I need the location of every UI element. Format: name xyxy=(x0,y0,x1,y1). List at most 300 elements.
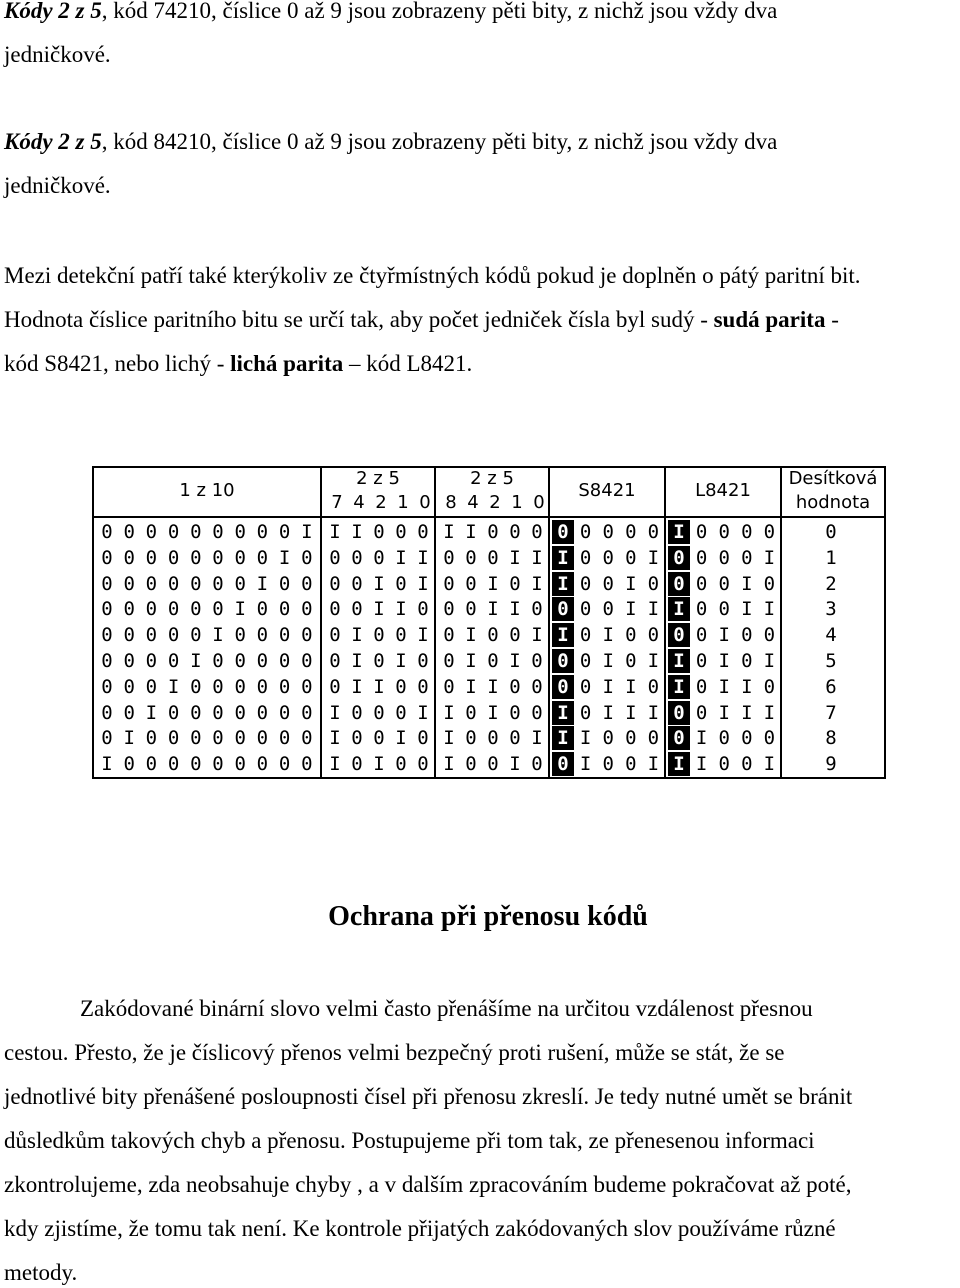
bit-cell: 0 xyxy=(167,546,180,569)
parity-bit-cell: I xyxy=(552,726,574,750)
bit-cell: 0 xyxy=(373,650,385,672)
bit-cell: 0 xyxy=(695,701,708,724)
bit-cell: 0 xyxy=(301,546,313,569)
bit-cell: I xyxy=(647,753,660,776)
bit-cell: 0 xyxy=(145,727,158,750)
header-decimal-line1: Desítková xyxy=(788,468,878,489)
bit-cell: 0 xyxy=(278,624,291,647)
bit-cell: 0 xyxy=(373,701,385,724)
parity-bit-cell: I xyxy=(552,701,574,725)
para4-line2: cestou. Přesto, že je číslicový přenos velmi bezpečný proti rušení, může se stát, že se xyxy=(4,1040,785,1065)
bit-cell: I xyxy=(763,598,776,621)
bit-cell: I xyxy=(531,572,543,595)
bit-cell: 0 xyxy=(625,521,637,543)
bit-cell: 0 xyxy=(718,546,730,569)
parity-bit-cell: I xyxy=(552,546,574,570)
bit-cell: 0 xyxy=(101,727,113,750)
decimal-value-cell: 1 xyxy=(825,546,837,569)
para4-line6: kdy zjistíme, že tomu tak není. Ke kontrole přijatých zakódovaných slov používáme různé xyxy=(4,1216,836,1241)
bit-cell: 0 xyxy=(602,572,614,595)
bit-cell: I xyxy=(351,650,363,672)
bit-cell: I xyxy=(329,521,341,543)
bit-cell: I xyxy=(351,675,363,698)
bit-cell: I xyxy=(167,675,180,698)
bit-cell: 0 xyxy=(167,650,180,672)
bit-cell: 0 xyxy=(278,521,291,543)
bit-cell: 0 xyxy=(256,675,269,698)
bit-cell: 0 xyxy=(167,701,180,724)
bit-cell: 0 xyxy=(329,675,341,698)
bit-cell: 0 xyxy=(329,546,341,569)
bit-cell: 0 xyxy=(234,521,246,543)
bit-cell: I xyxy=(443,521,455,543)
bit-cell: 0 xyxy=(278,753,291,776)
parity-bit-cell: I xyxy=(552,572,574,596)
bit-cell: 0 xyxy=(579,521,592,543)
bit-cell: I xyxy=(395,727,407,750)
bit-cell: 0 xyxy=(373,727,385,750)
bit-cell: 0 xyxy=(234,624,246,647)
bit-cell: I xyxy=(487,598,499,621)
bit-cell: I xyxy=(123,727,135,750)
bit-cell: I xyxy=(373,753,385,776)
bit-cell: 0 xyxy=(101,650,113,672)
bit-cell: I xyxy=(373,675,385,698)
bit-cell: 0 xyxy=(212,598,224,621)
header-l8421: L8421 xyxy=(695,480,751,501)
bit-cell: 0 xyxy=(509,727,521,750)
bit-cell: I xyxy=(625,598,637,621)
bit-cell: 0 xyxy=(234,701,246,724)
bit-cell: 0 xyxy=(101,598,113,621)
bit-cell: 0 xyxy=(602,727,614,750)
bit-cell: 0 xyxy=(329,572,341,595)
bit-cell: I xyxy=(234,598,246,621)
bit-cell: I xyxy=(763,753,776,776)
bit-cell: 0 xyxy=(531,753,543,776)
para3-line1: Mezi detekční patří také kterýkoliv ze čtyřmístných kódů pokud je doplněn o pátý paritní bit. xyxy=(4,263,861,288)
bit-cell: 0 xyxy=(695,675,708,698)
code-table-figure xyxy=(92,466,886,779)
para1-lead: Kódy 2 z 5 xyxy=(4,0,102,23)
bit-cell: I xyxy=(718,650,730,672)
bit-cell: I xyxy=(509,546,521,569)
bit-cell: 0 xyxy=(741,753,753,776)
bit-cell: 0 xyxy=(167,521,180,543)
bit-cell: 0 xyxy=(351,727,363,750)
bit-cell: 0 xyxy=(695,598,708,621)
bit-cell: 0 xyxy=(487,546,499,569)
bit-cell: 0 xyxy=(123,701,135,724)
bit-cell: I xyxy=(443,701,455,724)
bit-cell: I xyxy=(763,701,776,724)
bit-cell: 0 xyxy=(579,598,592,621)
bit-cell: 0 xyxy=(145,753,158,776)
bit-cell: 0 xyxy=(718,521,730,543)
bit-cell: 0 xyxy=(465,753,477,776)
bit-cell: 0 xyxy=(531,675,543,698)
para1-line2: jedničkové. xyxy=(4,42,111,67)
bit-cell: 0 xyxy=(741,727,753,750)
bit-cell: 0 xyxy=(395,624,407,647)
bit-cell: 0 xyxy=(373,546,385,569)
bit-cell: 0 xyxy=(123,546,135,569)
bit-cell: 0 xyxy=(417,753,429,776)
bit-cell: I xyxy=(329,753,341,776)
bit-cell: 0 xyxy=(509,521,521,543)
parity-bit-cell: 0 xyxy=(668,623,690,647)
bit-cell: 0 xyxy=(579,675,592,698)
bit-cell: 0 xyxy=(579,701,592,724)
para3-line3 xyxy=(4,351,472,377)
bit-cell: 0 xyxy=(395,521,407,543)
para3-line2 xyxy=(4,307,839,333)
bit-cell: 0 xyxy=(351,753,363,776)
bit-cell: 0 xyxy=(465,727,477,750)
bit-cell: 0 xyxy=(763,675,776,698)
bit-cell: 0 xyxy=(718,572,730,595)
bit-cell: I xyxy=(373,572,385,595)
bit-cell: 0 xyxy=(625,546,637,569)
bit-cell: 0 xyxy=(602,546,614,569)
bit-cell: I xyxy=(443,753,455,776)
bit-cell: I xyxy=(278,546,291,569)
bit-cell: I xyxy=(101,753,113,776)
bit-cell: 0 xyxy=(167,624,180,647)
bit-cell: I xyxy=(531,546,543,569)
bit-cell: 0 xyxy=(301,753,313,776)
bit-cell: I xyxy=(373,598,385,621)
bit-cell: 0 xyxy=(190,701,202,724)
bit-cell: 0 xyxy=(695,650,708,672)
parity-bit-cell: I xyxy=(668,675,690,699)
weight-digit: 1 xyxy=(397,492,409,513)
bit-cell: 0 xyxy=(212,701,224,724)
bit-cell: 0 xyxy=(212,727,224,750)
bit-cell: I xyxy=(487,572,499,595)
bit-cell: 0 xyxy=(741,521,753,543)
para2-lead: Kódy 2 z 5 xyxy=(4,129,102,154)
bit-cell: 0 xyxy=(123,624,135,647)
bit-cell: I xyxy=(329,727,341,750)
bit-cell: 0 xyxy=(278,701,291,724)
bit-cell: 0 xyxy=(763,727,776,750)
bit-cell: 0 xyxy=(278,572,291,595)
weight-digit: 8 xyxy=(445,492,457,513)
bit-cell: 0 xyxy=(190,727,202,750)
bit-cell: 0 xyxy=(190,753,202,776)
parity-bit-cell: 0 xyxy=(668,572,690,596)
bit-cell: I xyxy=(763,546,776,569)
bit-cell: 0 xyxy=(531,598,543,621)
bit-cell: I xyxy=(256,572,269,595)
bit-cell: 0 xyxy=(695,624,708,647)
bit-cell: 0 xyxy=(167,598,180,621)
bit-cell: 0 xyxy=(301,701,313,724)
bit-cell: 0 xyxy=(190,598,202,621)
bit-cell: I xyxy=(579,727,592,750)
bit-cell: 0 xyxy=(373,624,385,647)
bit-cell: I xyxy=(465,650,477,672)
bit-cell: 0 xyxy=(278,675,291,698)
weight-digit: 2 xyxy=(489,492,501,513)
parity-bit-cell: 0 xyxy=(552,649,574,673)
bit-cell: 0 xyxy=(190,546,202,569)
bit-cell: 0 xyxy=(123,572,135,595)
bit-cell: 0 xyxy=(417,521,429,543)
bit-cell: 0 xyxy=(212,753,224,776)
bit-cell: I xyxy=(647,546,660,569)
bit-cell: I xyxy=(509,598,521,621)
bit-cell: 0 xyxy=(647,624,660,647)
bit-cell: 0 xyxy=(167,572,180,595)
decimal-value-cell: 9 xyxy=(825,753,837,776)
header-2of5-84210-title: 2 z 5 xyxy=(470,468,514,489)
bit-cell: 0 xyxy=(509,572,521,595)
bit-cell: 0 xyxy=(234,675,246,698)
bit-cell: 0 xyxy=(212,650,224,672)
bit-cell: 0 xyxy=(395,753,407,776)
bit-cell: 0 xyxy=(763,572,776,595)
bit-cell: 0 xyxy=(509,701,521,724)
bit-cell: I xyxy=(395,598,407,621)
bit-cell: I xyxy=(579,753,592,776)
bit-cell: 0 xyxy=(395,675,407,698)
bit-cell: I xyxy=(602,624,614,647)
bit-cell: 0 xyxy=(212,572,224,595)
bit-cell: 0 xyxy=(718,598,730,621)
bit-cell: I xyxy=(531,727,543,750)
parity-bit-cell: 0 xyxy=(552,752,574,776)
bit-cell: 0 xyxy=(256,546,269,569)
bit-cell: 0 xyxy=(167,753,180,776)
bit-cell: 0 xyxy=(190,624,202,647)
bit-cell: 0 xyxy=(145,521,158,543)
para1-rest: , kód 74210, číslice 0 až 9 jsou zobrazeny pěti bity, z nichž jsou vždy dva xyxy=(101,0,778,23)
bit-cell: I xyxy=(625,701,637,724)
header-2of5-74210-title: 2 z 5 xyxy=(356,468,400,489)
bit-cell: 0 xyxy=(647,521,660,543)
bit-cell: I xyxy=(531,624,543,647)
section-heading: Ochrana při přenosu kódů xyxy=(328,901,648,932)
bit-cell: 0 xyxy=(256,624,269,647)
bit-cell: 0 xyxy=(301,650,313,672)
bit-cell: 0 xyxy=(234,753,246,776)
weight-digit: 4 xyxy=(467,492,479,513)
bit-cell: 0 xyxy=(443,675,455,698)
bit-cell: 0 xyxy=(465,701,477,724)
bit-cell: 0 xyxy=(145,675,158,698)
bit-cell: 0 xyxy=(145,624,158,647)
header-decimal-line2: hodnota xyxy=(795,492,871,513)
bit-cell: 0 xyxy=(443,572,455,595)
bit-cell: 0 xyxy=(465,598,477,621)
table-vline xyxy=(548,468,550,777)
bit-cell: 0 xyxy=(145,650,158,672)
parity-bit-cell: I xyxy=(668,597,690,621)
para2-rest: , kód 84210, číslice 0 až 9 jsou zobrazeny pěti bity, z nichž jsou vždy dva xyxy=(101,129,778,154)
bit-cell: 0 xyxy=(579,624,592,647)
decimal-value-cell: 6 xyxy=(825,675,837,698)
bit-cell: 0 xyxy=(465,546,477,569)
table-vline xyxy=(320,468,322,777)
bit-cell: 0 xyxy=(190,675,202,698)
bit-cell: 0 xyxy=(329,624,341,647)
bit-cell: 0 xyxy=(763,521,776,543)
bit-cell: I xyxy=(190,650,202,672)
bit-cell: 0 xyxy=(695,546,708,569)
bit-cell: 0 xyxy=(395,572,407,595)
decimal-value-cell: 2 xyxy=(825,572,837,595)
bit-cell: I xyxy=(212,624,224,647)
bit-cell: I xyxy=(465,675,477,698)
bit-cell: 0 xyxy=(443,598,455,621)
bit-cell: I xyxy=(329,701,341,724)
bit-cell: I xyxy=(647,650,660,672)
table-header-divider xyxy=(94,516,884,518)
bit-cell: I xyxy=(741,675,753,698)
weight-digit: 2 xyxy=(375,492,387,513)
decimal-value-cell: 7 xyxy=(825,701,837,724)
bit-cell: 0 xyxy=(625,753,637,776)
odd-parity-term: lichá parita xyxy=(230,351,344,376)
bit-cell: I xyxy=(741,572,753,595)
bit-cell: I xyxy=(351,521,363,543)
bit-cell: I xyxy=(417,572,429,595)
decimal-value-cell: 4 xyxy=(825,624,837,647)
bit-cell: 0 xyxy=(101,675,113,698)
bit-cell: 0 xyxy=(190,521,202,543)
bit-cell: 0 xyxy=(579,572,592,595)
para3-line3-end: – kód L8421. xyxy=(343,351,473,376)
para3-line2-end: - xyxy=(825,307,839,332)
para4-line3: jednotlivé bity přenášené posloupnosti čísel při přenosu zkreslí. Je tedy nutné umět se bránit xyxy=(4,1084,853,1109)
bit-cell: 0 xyxy=(487,650,499,672)
bit-cell: 0 xyxy=(256,727,269,750)
parity-bit-cell: 0 xyxy=(668,726,690,750)
bit-cell: I xyxy=(741,701,753,724)
bit-cell: 0 xyxy=(329,650,341,672)
bit-cell: 0 xyxy=(301,727,313,750)
decimal-value-cell: 8 xyxy=(825,727,837,750)
bit-cell: I xyxy=(487,701,499,724)
bit-cell: 0 xyxy=(190,572,202,595)
bit-cell: 0 xyxy=(101,572,113,595)
bit-cell: I xyxy=(602,650,614,672)
bit-cell: 0 xyxy=(234,727,246,750)
para4-line7: metody. xyxy=(4,1260,78,1285)
parity-bit-cell: 0 xyxy=(552,520,574,544)
bit-cell: I xyxy=(443,727,455,750)
bit-cell: 0 xyxy=(123,753,135,776)
bit-cell: 0 xyxy=(145,546,158,569)
bit-cell: 0 xyxy=(647,572,660,595)
bit-cell: 0 xyxy=(741,546,753,569)
bit-cell: 0 xyxy=(487,727,499,750)
para3-line2-text: Hodnota číslice paritního bitu se určí tak, aby počet jedniček čísla byl sudý - xyxy=(4,307,714,332)
bit-cell: 0 xyxy=(487,521,499,543)
bit-cell: 0 xyxy=(145,598,158,621)
para4-line5: zkontrolujeme, zda neobsahuje chyby , a v dalším zpracováním budeme pokračovat až poté, xyxy=(4,1172,852,1197)
bit-cell: 0 xyxy=(256,521,269,543)
decimal-value-cell: 5 xyxy=(825,650,837,672)
bit-cell: 0 xyxy=(602,598,614,621)
bit-cell: 0 xyxy=(212,675,224,698)
bit-cell: 0 xyxy=(602,753,614,776)
parity-bit-cell: I xyxy=(668,752,690,776)
bit-cell: I xyxy=(417,701,429,724)
bit-cell: 0 xyxy=(278,727,291,750)
bit-cell: 0 xyxy=(417,650,429,672)
bit-cell: 0 xyxy=(212,546,224,569)
para4-line4: důsledkům takových chyb a přenosu. Postupujeme při tom tak, ze přenesenou informaci xyxy=(4,1128,815,1153)
bit-cell: I xyxy=(417,624,429,647)
bit-cell: 0 xyxy=(763,624,776,647)
weight-digit: 0 xyxy=(419,492,431,513)
bit-cell: I xyxy=(625,675,637,698)
bit-cell: I xyxy=(465,521,477,543)
bit-cell: 0 xyxy=(741,624,753,647)
bit-cell: 0 xyxy=(101,624,113,647)
bit-cell: 0 xyxy=(351,546,363,569)
bit-cell: I xyxy=(602,675,614,698)
bit-cell: I xyxy=(718,624,730,647)
bit-cell: 0 xyxy=(487,624,499,647)
bit-cell: I xyxy=(145,701,158,724)
bit-cell: 0 xyxy=(234,650,246,672)
bit-cell: I xyxy=(741,598,753,621)
bit-cell: 0 xyxy=(256,701,269,724)
para3-line3-text: kód S8421, nebo lichý - xyxy=(4,351,231,376)
bit-cell: I xyxy=(718,701,730,724)
bit-cell: 0 xyxy=(602,521,614,543)
bit-cell: I xyxy=(395,546,407,569)
bit-cell: 0 xyxy=(234,572,246,595)
bit-cell: 0 xyxy=(212,521,224,543)
para4-line1: Zakódované binární slovo velmi často přenášíme na určitou vzdálenost přesnou xyxy=(80,996,813,1021)
weight-digit: 4 xyxy=(353,492,365,513)
bit-cell: 0 xyxy=(531,701,543,724)
header-1-of-10: 1 z 10 xyxy=(179,480,235,501)
bit-cell: I xyxy=(647,598,660,621)
bit-cell: 0 xyxy=(301,598,313,621)
bit-cell: 0 xyxy=(647,675,660,698)
bit-cell: 0 xyxy=(443,650,455,672)
bit-cell: 0 xyxy=(123,598,135,621)
parity-bit-cell: 0 xyxy=(552,597,574,621)
bit-cell: 0 xyxy=(509,675,521,698)
bit-cell: 0 xyxy=(101,546,113,569)
bit-cell: 0 xyxy=(695,521,708,543)
bit-cell: I xyxy=(301,521,313,543)
bit-cell: 0 xyxy=(256,753,269,776)
header-s8421: S8421 xyxy=(578,480,636,501)
bit-cell: 0 xyxy=(167,727,180,750)
bit-cell: 0 xyxy=(301,572,313,595)
decimal-value-cell: 3 xyxy=(825,598,837,621)
bit-cell: 0 xyxy=(123,675,135,698)
parity-bit-cell: 0 xyxy=(552,675,574,699)
bit-cell: 0 xyxy=(256,598,269,621)
parity-bit-cell: 0 xyxy=(668,701,690,725)
bit-cell: 0 xyxy=(351,701,363,724)
bit-cell: 0 xyxy=(329,598,341,621)
bit-cell: I xyxy=(695,727,708,750)
bit-cell: 0 xyxy=(579,650,592,672)
bit-cell: 0 xyxy=(417,675,429,698)
bit-cell: 0 xyxy=(101,521,113,543)
bit-cell: 0 xyxy=(395,701,407,724)
